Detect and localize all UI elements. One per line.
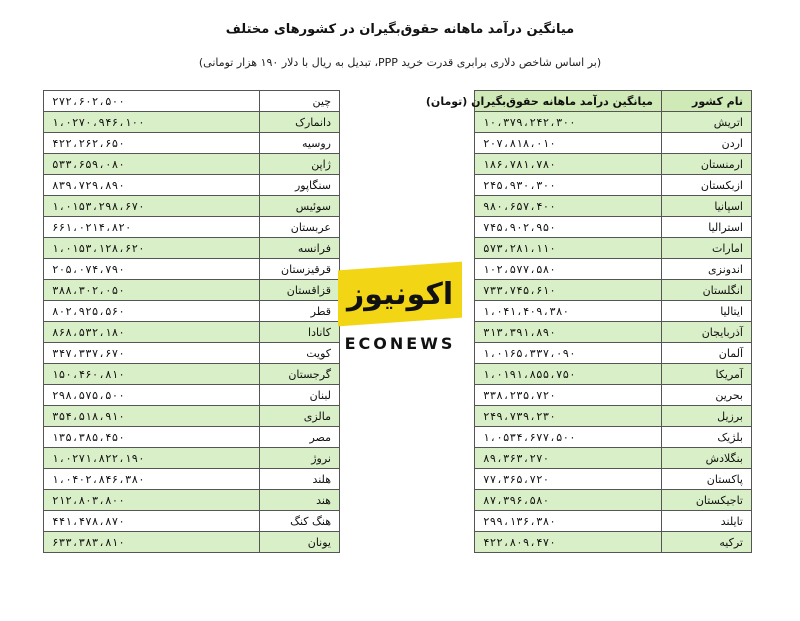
income-value-cell: ۱،۰۴۱،۴۰۹،۳۸۰	[475, 301, 662, 322]
table-row	[44, 343, 340, 364]
country-name-cell: لبنان	[260, 385, 340, 406]
country-name-cell: روسیه	[260, 133, 340, 154]
country-name-cell: ترکیه	[662, 532, 752, 553]
income-value-cell: ۲۱۲،۸۰۳،۸۰۰	[44, 490, 260, 511]
income-value-cell: ۸۷،۳۹۶،۵۸۰	[475, 490, 662, 511]
table-row	[44, 532, 340, 553]
table-row	[475, 133, 752, 154]
country-name-cell: انگلستان	[662, 280, 752, 301]
table-row	[475, 532, 752, 553]
country-name-cell: هلند	[260, 469, 340, 490]
income-value-cell: ۵۳۳،۶۵۹،۰۸۰	[44, 154, 260, 175]
income-value-cell: ۷۷،۳۶۵،۷۲۰	[475, 469, 662, 490]
table-row	[475, 301, 752, 322]
logo-persian-text: اکونیوز	[346, 276, 454, 312]
income-value-cell: ۳۵۴،۵۱۸،۹۱۰	[44, 406, 260, 427]
country-name-cell: کانادا	[260, 322, 340, 343]
country-name-cell: پاکستان	[662, 469, 752, 490]
country-name-cell: اردن	[662, 133, 752, 154]
country-name-cell: امارات	[662, 238, 752, 259]
income-value-cell: ۷۳۳،۷۴۵،۶۱۰	[475, 280, 662, 301]
income-value-cell: ۲۴۵،۹۳۰،۳۰۰	[475, 175, 662, 196]
income-value-cell: ۱۰۲،۵۷۷،۵۸۰	[475, 259, 662, 280]
country-name-cell: سنگاپور	[260, 175, 340, 196]
income-value-cell: ۲۰۷،۸۱۸،۰۱۰	[475, 133, 662, 154]
table-row	[44, 364, 340, 385]
table-row	[475, 217, 752, 238]
country-name-cell: آمریکا	[662, 364, 752, 385]
table-row	[44, 427, 340, 448]
country-name-cell: قطر	[260, 301, 340, 322]
income-value-cell: ۶۶۱،۰۲۱۴،۸۲۰	[44, 217, 260, 238]
logo-english-text: ECONEWS	[344, 334, 456, 353]
country-name-cell: تایلند	[662, 511, 752, 532]
table-row	[475, 427, 752, 448]
income-value-cell: ۱،۰۵۳۴،۶۷۷،۵۰۰	[475, 427, 662, 448]
country-name-cell: بلژیک	[662, 427, 752, 448]
income-value-cell: ۹۸۰،۶۵۷،۴۰۰	[475, 196, 662, 217]
income-value-cell: ۱۸۶،۷۸۱،۷۸۰	[475, 154, 662, 175]
table-row	[44, 196, 340, 217]
country-name-cell: اتریش	[662, 112, 752, 133]
logo-yellow-box	[338, 262, 462, 327]
country-name-cell: سوئیس	[260, 196, 340, 217]
country-name-cell: قزاقستان	[260, 280, 340, 301]
country-name-cell: چین	[260, 91, 340, 112]
table-row	[475, 175, 752, 196]
income-value-cell: ۱،۰۱۵۳،۱۲۸،۶۲۰	[44, 238, 260, 259]
page-subtitle: (بر اساس شاخص دلاری برابری قدرت خرید PPP، تبدیل به ریال با دلار ۱۹۰ هزار تومانی)	[198, 56, 602, 69]
income-value-cell: ۲۹۹،۱۳۶،۳۸۰	[475, 511, 662, 532]
country-name-cell: قرقیزستان	[260, 259, 340, 280]
country-name-cell: آذربایجان	[662, 322, 752, 343]
table-row	[44, 448, 340, 469]
table-row	[44, 322, 340, 343]
table-row	[44, 133, 340, 154]
country-name-cell: استرالیا	[662, 217, 752, 238]
country-name-cell: اسپانیا	[662, 196, 752, 217]
income-value-cell: ۱،۰۱۶۵،۳۳۷،۰۹۰	[475, 343, 662, 364]
income-value-cell: ۲۰۵،۰۷۴،۷۹۰	[44, 259, 260, 280]
income-value-cell: ۱،۰۲۷۱،۸۲۲،۱۹۰	[44, 448, 260, 469]
right-table-header-row	[475, 91, 752, 112]
country-name-cell: بحرین	[662, 385, 752, 406]
income-value-cell: ۵۷۳،۲۸۱،۱۱۰	[475, 238, 662, 259]
table-row	[475, 364, 752, 385]
table-row	[44, 406, 340, 427]
table-row	[44, 280, 340, 301]
table-row	[475, 343, 752, 364]
country-name-cell: اندونزی	[662, 259, 752, 280]
income-value-cell: ۸۳۹،۷۲۹،۸۹۰	[44, 175, 260, 196]
income-value-cell: ۱،۰۲۷۰،۹۴۶،۱۰۰	[44, 112, 260, 133]
left-table-body	[44, 91, 340, 553]
country-name-cell: مصر	[260, 427, 340, 448]
table-row	[44, 238, 340, 259]
table-row	[44, 112, 340, 133]
country-name-cell: برزیل	[662, 406, 752, 427]
country-name-cell: دانمارک	[260, 112, 340, 133]
table-row	[44, 511, 340, 532]
table-row	[475, 259, 752, 280]
country-name-cell: گرجستان	[260, 364, 340, 385]
income-value-cell: ۴۴۱،۴۷۸،۸۷۰	[44, 511, 260, 532]
country-name-cell: ایتالیا	[662, 301, 752, 322]
income-value-cell: ۴۲۲،۸۰۹،۴۷۰	[475, 532, 662, 553]
table-row	[44, 217, 340, 238]
income-value-cell: ۲۴۹،۷۳۹،۲۳۰	[475, 406, 662, 427]
right-income-table	[425, 90, 752, 553]
income-value-cell: ۸۰۲،۹۲۵،۵۶۰	[44, 301, 260, 322]
country-name-cell: مالزی	[260, 406, 340, 427]
income-value-cell: ۷۴۵،۹۰۲،۹۵۰	[475, 217, 662, 238]
country-name-cell: کویت	[260, 343, 340, 364]
header-income: میانگین درآمد ماهانه حقوق‌بگیران (تومان)	[475, 91, 662, 112]
income-value-cell: ۲۹۸،۵۷۵،۵۰۰	[44, 385, 260, 406]
income-value-cell: ۳۱۳،۳۹۱،۸۹۰	[475, 322, 662, 343]
table-row	[475, 238, 752, 259]
income-value-cell: ۶۳۳،۳۸۳،۸۱۰	[44, 532, 260, 553]
income-value-cell: ۳۸۸،۳۰۲،۰۵۰	[44, 280, 260, 301]
country-name-cell: نروژ	[260, 448, 340, 469]
table-row	[475, 154, 752, 175]
country-name-cell: تاجیکستان	[662, 490, 752, 511]
income-value-cell: ۸۶۸،۵۳۲،۱۸۰	[44, 322, 260, 343]
table-row	[44, 259, 340, 280]
table-row	[475, 112, 752, 133]
table-row	[475, 322, 752, 343]
income-value-cell: ۱۰،۳۷۹،۲۴۲،۳۰۰	[475, 112, 662, 133]
country-name-cell: بنگلادش	[662, 448, 752, 469]
income-value-cell: ۳۴۷،۳۳۷،۶۷۰	[44, 343, 260, 364]
table-row	[44, 154, 340, 175]
country-name-cell: ارمنستان	[662, 154, 752, 175]
table-row	[475, 280, 752, 301]
page-title: میانگین درآمد ماهانه حقوق‌بگیران در کشورهای مختلف	[225, 22, 575, 37]
income-value-cell: ۱۳۵،۳۸۵،۴۵۰	[44, 427, 260, 448]
table-row	[44, 385, 340, 406]
header-country: نام کشور	[662, 91, 752, 112]
income-value-cell: ۸۹،۳۶۳،۲۷۰	[475, 448, 662, 469]
country-name-cell: هنگ کنگ	[260, 511, 340, 532]
country-name-cell: آلمان	[662, 343, 752, 364]
income-value-cell: ۱۵۰،۴۶۰،۸۱۰	[44, 364, 260, 385]
country-name-cell: فرانسه	[260, 238, 340, 259]
table-row	[44, 175, 340, 196]
income-value-cell: ۴۲۲،۲۶۲،۶۵۰	[44, 133, 260, 154]
table-row	[475, 511, 752, 532]
table-row	[44, 91, 340, 112]
table-row	[44, 469, 340, 490]
table-row	[44, 301, 340, 322]
table-row	[475, 469, 752, 490]
right-table-body	[475, 112, 752, 553]
table-row	[475, 448, 752, 469]
income-value-cell: ۲۷۲،۶۰۲،۵۰۰	[44, 91, 260, 112]
country-name-cell: ژاپن	[260, 154, 340, 175]
left-income-table	[43, 90, 340, 553]
country-name-cell: هند	[260, 490, 340, 511]
table-row	[475, 490, 752, 511]
income-value-cell: ۱،۰۱۵۳،۲۹۸،۶۷۰	[44, 196, 260, 217]
econews-logo	[338, 266, 462, 354]
income-value-cell: ۱،۰۱۹۱،۸۵۵،۷۵۰	[475, 364, 662, 385]
income-value-cell: ۳۳۸،۲۳۵،۷۲۰	[475, 385, 662, 406]
country-name-cell: عربستان	[260, 217, 340, 238]
income-value-cell: ۱،۰۴۰۲،۸۴۶،۳۸۰	[44, 469, 260, 490]
country-name-cell: یونان	[260, 532, 340, 553]
table-row	[475, 406, 752, 427]
table-row	[44, 490, 340, 511]
table-row	[475, 385, 752, 406]
country-name-cell: ازبکستان	[662, 175, 752, 196]
table-row	[475, 196, 752, 217]
